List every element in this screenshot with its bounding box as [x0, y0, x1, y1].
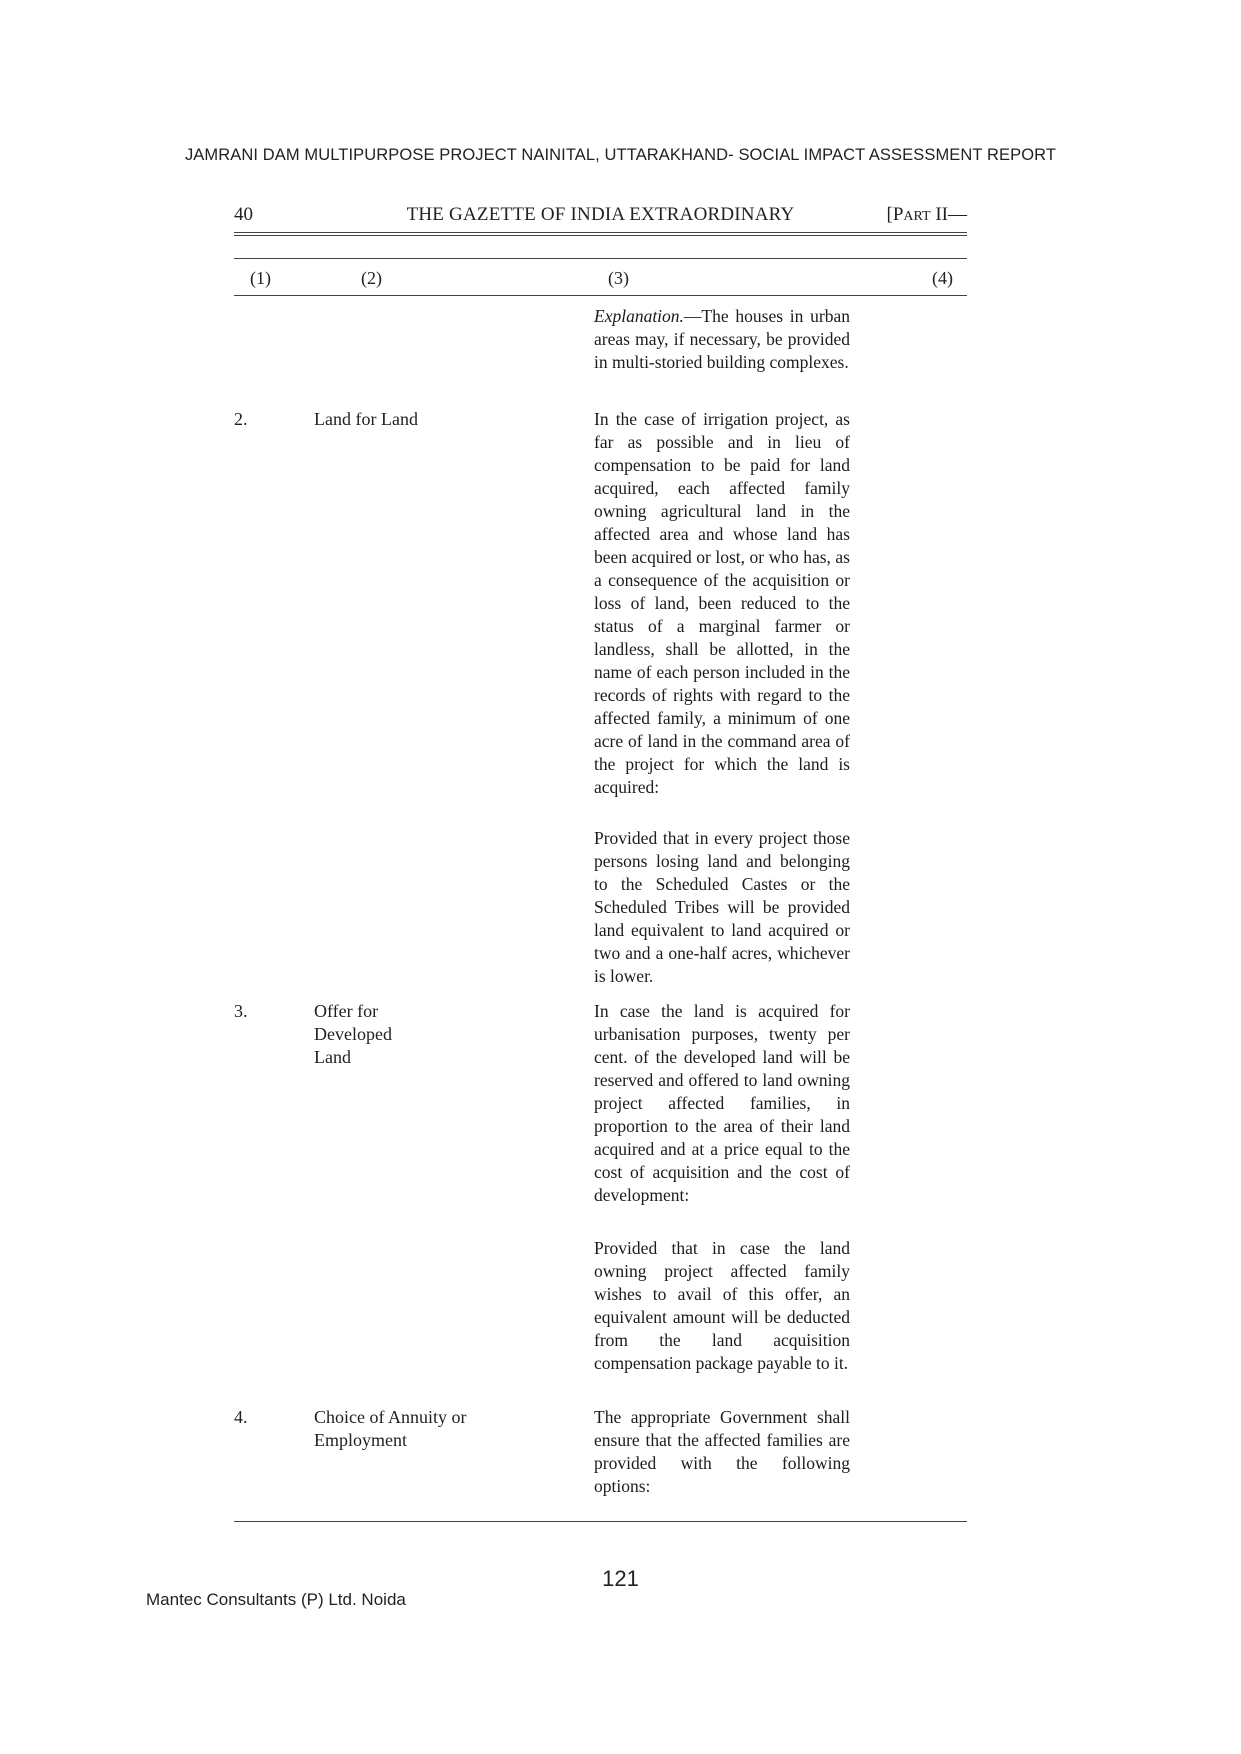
column-header-rule [234, 295, 967, 296]
page-number: 121 [602, 1566, 639, 1591]
header-rule-top [234, 232, 967, 233]
row-heading-land-for-land: Land for Land [314, 409, 418, 429]
row-heading-choice-of-annuity: Choice of Annuity or Employment [314, 1407, 467, 1450]
gazette-page-number: 40 [234, 204, 253, 225]
land-for-land-paragraph-1: In the case of irrigation project, as far as possible and in lieu of compensation to be paid for land acquired, each affected family owning agricultural land in the affected area and whose land has been acquired or lost, or who has, as a consequence of the acquisition or loss of land, been reduced to the status of a marginal farmer or landless, shall be allotted, in the name of each person included in the records of rights with regard to the affected family, a minimum of one acre of land in the command area of the project for which the land is acquired: [594, 409, 850, 797]
gazette-header [234, 204, 967, 226]
land-for-land-paragraph-2: Provided that in every project those persons losing land and belonging to the Scheduled Castes or the Scheduled Tribes will be provided land equivalent to land acquired or two and a one-half acres, whichever is lower. [594, 828, 850, 986]
gazette-title: THE GAZETTE OF INDIA EXTRAORDINARY [406, 204, 795, 225]
explanation-label: Explanation. [594, 306, 684, 326]
developed-land-paragraph-1: In case the land is acquired for urbanisation purposes, twenty per cent. of the developed land will be reserved and offered to land owning project affected families, in proportion to the area of their land acquired and at a price equal to the cost of acquisition and the cost of development: [594, 1001, 850, 1205]
column-header-2: (2) [361, 268, 382, 288]
column-header-1: (1) [250, 268, 271, 288]
column-header-3: (3) [608, 268, 629, 288]
explanation-paragraph: Explanation.—The houses in urban areas may, if necessary, be provided in multi-storied building complexes. [594, 306, 850, 372]
table-bottom-rule [234, 1521, 967, 1522]
row-serial-3: 3. [234, 1001, 248, 1021]
table-top-rule [234, 258, 967, 259]
row-serial-4: 4. [234, 1407, 248, 1427]
footer-consultant: Mantec Consultants (P) Ltd. Noida [146, 1590, 406, 1609]
annuity-paragraph-1: The appropriate Government shall ensure that the affected families are provided with the following options: [594, 1407, 850, 1496]
header-rule-bottom [234, 235, 967, 236]
column-header-4: (4) [932, 268, 953, 288]
row-serial-2: 2. [234, 409, 248, 429]
gazette-part: [PART II— [886, 204, 967, 225]
developed-land-paragraph-2: Provided that in case the land owning project affected family wishes to avail of this offer, an equivalent amount will be deducted from the land acquisition compensation package payable to it. [594, 1238, 850, 1373]
report-header: JAMRANI DAM MULTIPURPOSE PROJECT NAINITAL, UTTARAKHAND- SOCIAL IMPACT ASSESSMENT REPORT [184, 146, 1057, 164]
row-heading-offer-for-developed-land: Offer for Developed Land [314, 1001, 392, 1067]
